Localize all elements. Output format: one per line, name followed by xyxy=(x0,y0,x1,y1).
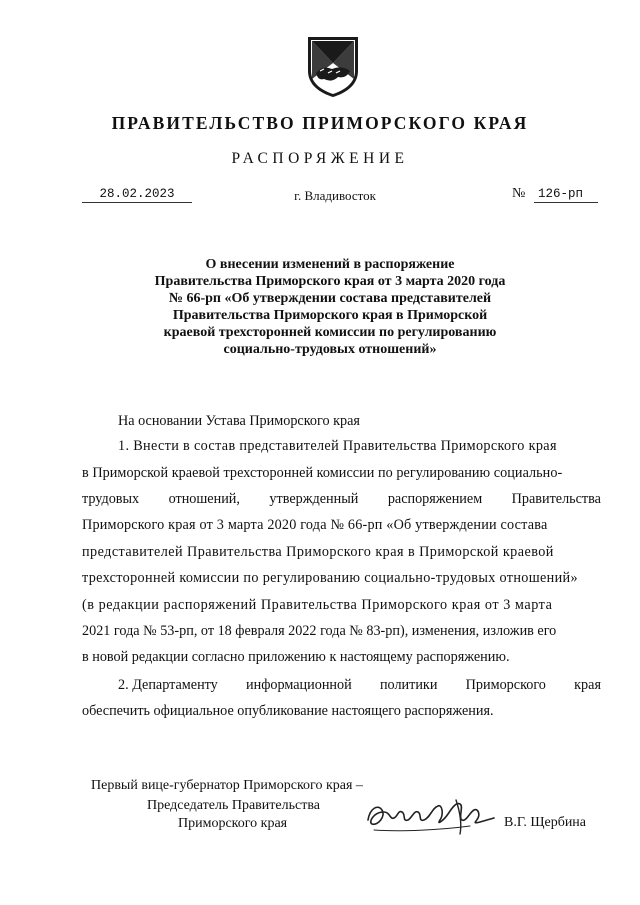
document-number: 126-рп xyxy=(534,187,598,203)
paragraph-2-line: обеспечить официальное опубликование настоящего распоряжения. xyxy=(82,703,494,719)
word: трудовых xyxy=(82,491,140,507)
document-date: 28.02.2023 xyxy=(82,187,192,203)
document-city: г. Владивосток xyxy=(294,188,376,203)
subject-line: Правительства Приморского края в Приморской xyxy=(172,308,488,323)
word: утвержденный xyxy=(269,491,359,507)
document-subject xyxy=(120,256,540,358)
subject-line: № 66-рп «Об утверждении состава представителей xyxy=(168,291,492,306)
paragraph-1-line: представителей Правительства Приморского края в Приморской краевой xyxy=(82,544,554,560)
word: распоряжением xyxy=(387,491,483,507)
subject-line: социально-трудовых отношений» xyxy=(223,342,437,357)
word: отношений, xyxy=(168,491,240,507)
paragraph-2-line xyxy=(118,677,601,694)
signatory-position: Председатель Правительства xyxy=(147,798,320,813)
paragraph-1-line: в Приморской краевой трехсторонней комиссии по регулированию социально- xyxy=(82,465,563,481)
signatory-name: В.Г. Щербина xyxy=(504,815,587,830)
coat-of-arms-icon xyxy=(302,33,364,99)
basis-text: На основании Устава Приморского края xyxy=(118,413,360,429)
paragraph-1-line: в новой редакции согласно приложению к настоящему распоряжению. xyxy=(82,649,510,665)
subject-line: О внесении изменений в распоряжение xyxy=(205,257,455,272)
word: информационной xyxy=(246,677,352,693)
word: края xyxy=(574,677,601,693)
word: Приморского xyxy=(465,677,546,693)
document-type: РАСПОРЯЖЕНИЕ xyxy=(231,150,409,167)
paragraph-1-line: 2021 года № 53-рп, от 18 февраля 2022 года № 83-рп), изменения, изложив его xyxy=(82,623,557,639)
word: политики xyxy=(379,677,438,693)
word: Правительства xyxy=(511,491,601,507)
signatory-position: Приморского края xyxy=(178,816,288,831)
paragraph-1-line: (в редакции распоряжений Правительства Приморского края от 3 марта xyxy=(82,597,553,613)
paragraph-1-line: 1. Внести в состав представителей Правительства Приморского края xyxy=(118,438,557,454)
paragraph-1-line: трехсторонней комиссии по регулированию социально-трудовых отношений» xyxy=(82,570,578,586)
government-title: ПРАВИТЕЛЬСТВО ПРИМОРСКОГО КРАЯ xyxy=(111,113,529,133)
paragraph-1-line xyxy=(82,491,601,508)
word: 2. Департаменту xyxy=(118,677,218,693)
number-sign: № xyxy=(512,186,526,201)
subject-line: краевой трехсторонней комиссии по регулированию xyxy=(163,325,497,340)
paragraph-1-line: Приморского края от 3 марта 2020 года № 66-рп «Об утверждении состава xyxy=(82,517,548,533)
handwritten-signature xyxy=(360,790,500,840)
signatory-position: Первый вице-губернатор Приморского края – xyxy=(91,778,363,793)
subject-line: Правительства Приморского края от 3 марта 2020 года xyxy=(154,274,506,289)
